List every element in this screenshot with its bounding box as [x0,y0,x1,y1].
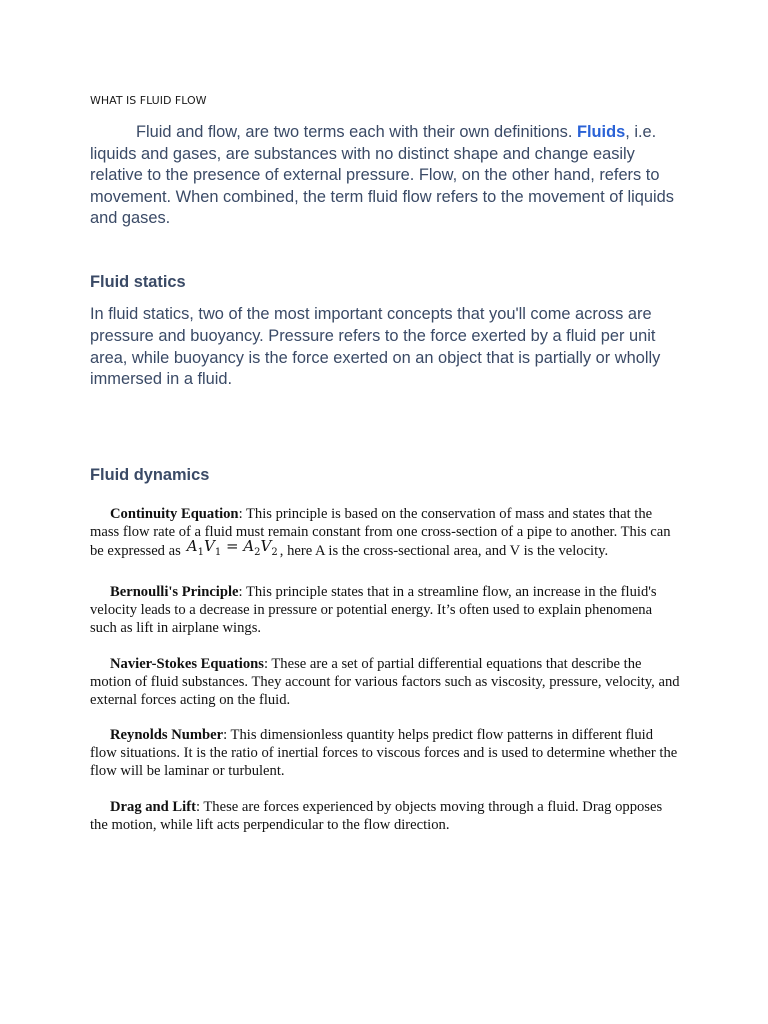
bernoulli-paragraph [90,583,682,637]
navier-stokes-term: Navier-Stokes Equations [110,656,264,672]
formula-v2: V [260,537,272,555]
fluid-statics-title: Fluid statics [90,273,186,291]
drag-lift-text: : These are forces experienced by objects moving through a fluid. Drag opposes the motion, while lift acts perpendicular to the flow direction. [90,799,663,833]
formula-v1-sub: 1 [214,547,222,558]
intro-text-after: , i.e. liquids and gases, are substances with no distinct shape and change easily relative to the presence of external pressure. Flow, on the other hand, refers to movement. When combined, the term fluid flow refers to the movement of liquids and gases. [90,123,674,228]
bernoulli-term: Bernoulli's Principle [110,584,239,600]
fluid-statics-paragraph: In fluid statics, two of the most important concepts that you'll come across are pressure and buoyancy. Pressure refers to the force exerted by a fluid per unit area, while buoyancy is the force exerted on an object that is partially or wholly immersed in a fluid. [90,305,661,389]
navier-stokes-paragraph [90,655,682,709]
drag-lift-term: Drag and Lift [110,799,196,815]
navier-stokes-text: : These are a set of partial differential equations that describe the motion of fluid substances. They account for various factors such as viscosity, pressure, velocity, and external forces acting on the fluid. [90,656,680,708]
intro-paragraph [90,122,680,230]
intro-text-before: Fluid and flow, are two terms each with their own definitions. [136,123,577,141]
continuity-term: Continuity Equation [110,506,239,522]
reynolds-text: : This dimensionless quantity helps predict flow patterns in different fluid flow situations. It is the ratio of inertial forces to viscous forces and is used to determine whether the flow will be laminar or turbulent. [90,727,678,779]
continuity-formula [187,537,278,562]
continuity-text-before: : This principle is based on the conservation of mass and states that the mass flow rate of a fluid must remain constant from one cross-section of a pipe to another. This can be expressed as [90,506,671,559]
formula-a1: A [186,537,198,555]
fluids-link[interactable]: Fluids [576,123,626,141]
formula-equals: = [221,537,244,555]
document-heading: WHAT IS FLUID FLOW [90,94,207,107]
continuity-text-after: , here A is the cross-sectional area, and V is the velocity. [279,543,609,559]
continuity-paragraph [90,505,682,566]
formula-a2-sub: 2 [254,547,261,558]
formula-a2: A [243,537,255,555]
formula-v1: V [204,537,215,555]
formula-a1-sub: 1 [197,547,204,558]
drag-lift-paragraph [90,798,682,834]
reynolds-term: Reynolds Number [110,727,224,743]
bernoulli-text: : This principle states that in a streamline flow, an increase in the fluid's velocity leads to a decrease in pressure or potential energy. It’s often used to explain phenomena such as lift in airplane wings. [90,584,657,636]
formula-v2-sub: 2 [271,547,278,558]
fluid-dynamics-title: Fluid dynamics [90,466,210,484]
reynolds-paragraph [90,726,682,780]
